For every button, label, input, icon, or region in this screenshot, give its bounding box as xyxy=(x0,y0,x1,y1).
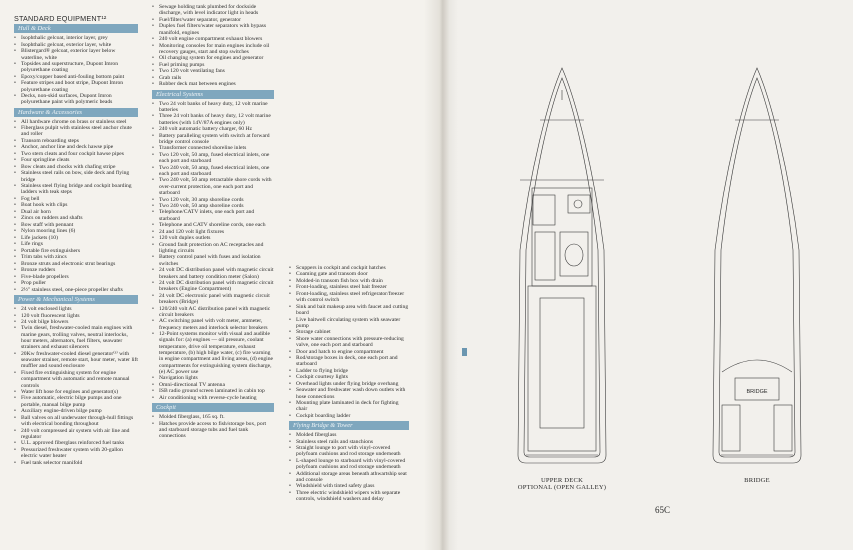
equipment-item: • 120 volt duplex outlets xyxy=(152,235,274,241)
equipment-item: • Windshield with tinted safety glass xyxy=(289,483,409,489)
equipment-item: • Ladder to flying bridge xyxy=(289,368,409,374)
equipment-item: • Two stern cleats and four cockpit hawse pipes xyxy=(14,151,138,157)
equipment-item: • Fuel tank selector manifold xyxy=(14,460,138,466)
equipment-item: • Hatches provide access to fish/storage box, port and starboard storage tubs and fuel tank connections xyxy=(152,421,274,440)
equipment-item: • 240 volt automatic battery charger, 60 Hz xyxy=(152,126,274,132)
equipment-item: • Cockpit courtesy lights xyxy=(289,374,409,380)
section-heading: Flying Bridge & Tower xyxy=(289,421,409,430)
equipment-item: • AC switching panel with volt meter, ammeter, frequency meters and interlock selector breakers xyxy=(152,318,274,331)
equipment-item: • Blistergard® gelcoat, exterior layer below waterline, white xyxy=(14,48,138,61)
equipment-item: • Life jackets (10) xyxy=(14,235,138,241)
equipment-item: • ISB radio ground screen laminated in cabin top xyxy=(152,388,274,394)
equipment-item: • Telephone/CATV inlets, one each port and starboard xyxy=(152,209,274,222)
upper-deck-caption xyxy=(512,477,612,491)
equipment-item: • Monitoring consoles for main engines include oil recovery gauges, start and stop switches xyxy=(152,43,274,56)
equipment-item: • Front-loading, stainless steel refrigerator/freezer with control switch xyxy=(289,291,409,304)
equipment-item: • Bow cleats and chocks with chafing stripe xyxy=(14,164,138,170)
equipment-item: • Mounting plate laminated in deck for fighting chair xyxy=(289,400,409,413)
bridge-plan-label: BRIDGE xyxy=(746,389,768,395)
upper-deck-plan xyxy=(518,68,606,463)
equipment-item: • Zincs on rudders and shafts xyxy=(14,215,138,221)
equipment-item: • 24 and 120 volt light fixtures xyxy=(152,229,274,235)
equipment-item: • Oil changing system for engines and generator xyxy=(152,55,274,61)
equipment-item: • Seawater and freshwater wash down outlets with hose connections xyxy=(289,387,409,400)
equipment-item: • Two 240 volt, 50 amp, fused electrical inlets, one each port and starboard xyxy=(152,165,274,178)
equipment-item: • 24 volt enclosed lights xyxy=(14,306,138,312)
equipment-item: • Bronze rudders xyxy=(14,267,138,273)
equipment-item: • Anchor, anchor line and deck hawse pipe xyxy=(14,144,138,150)
equipment-item: • Feature stripes and boot stripe, Dupont Imron polyurethane coating xyxy=(14,80,138,93)
equipment-item: • 12-Point systems monitor with visual and audible signals for: (a) engines — oil pressure, coolant temperature, drive oil temperature, exhaust temperature, (b) high bilge water, (c) fire warning in engine compartment and living areas, (d) engine compartments for extinguishing system discharge, (e) AC power use xyxy=(152,331,274,375)
equipment-item: • Scuppers in cockpit and cockpit hatches xyxy=(289,265,409,271)
equipment-item: • Molded fiberglass xyxy=(289,432,409,438)
section-heading: Electrical Systems xyxy=(152,90,274,99)
equipment-item: • All hardware chrome on brass or stainless steel xyxy=(14,119,138,125)
equipment-item: • Isophthalic gelcoat, exterior layer, white xyxy=(14,42,138,48)
equipment-item: • L-shaped lounge to starboard with vinyl-covered polyfoam cushions and rod storage underneath xyxy=(289,458,409,471)
equipment-item: • Molded-in transom fish box with drain xyxy=(289,278,409,284)
bridge-plan xyxy=(713,68,801,463)
equipment-item: • Dual air horn xyxy=(14,209,138,215)
equipment-item: • Two 240 volt, 50 amp retractable shore cords with over-current protection, one each port and starboard xyxy=(152,177,274,196)
section-heading: Hardware & Accessories xyxy=(14,108,138,117)
equipment-item: • Auxiliary engine-driven bilge pump xyxy=(14,408,138,414)
page-title: STANDARD EQUIPMENT¹² xyxy=(14,14,107,23)
equipment-item: • Stainless steel flying bridge and cockpit boarding ladders with teak steps xyxy=(14,183,138,196)
equipment-item: • Front-loading, stainless steel bait freezer xyxy=(289,284,409,290)
equipment-item: • Twin diesel, freshwater-cooled main engines with marine gears, trolling valves, neutral interlocks, hour meters, alternators, fuel filters, seawater strainers and exhaust silencers xyxy=(14,325,138,350)
equipment-item: • Bow staff with pennant xyxy=(14,222,138,228)
equipment-item: • 120 volt fluorescent lights xyxy=(14,313,138,319)
equipment-item: • Overhead lights under flying bridge overhang xyxy=(289,381,409,387)
equipment-item: • 20Kw freshwater-cooled diesel generator⁽³⁾ with seawater strainer, remote start, hour meter, water lift muffler and sound enclosure xyxy=(14,351,138,370)
equipment-item: • Ball valves on all underwater through-hull fittings with electrical bonding throughout xyxy=(14,415,138,428)
equipment-item: • 240 volt compressed air system with air line and regulator xyxy=(14,428,138,441)
equipment-item: • Five automatic, electric bilge pumps and one portable, manual bilge pump xyxy=(14,395,138,408)
equipment-item: • Stainless steel rails on bow, side deck and flying bridge xyxy=(14,170,138,183)
equipment-item: • Battery control panel with fuses and isolation switches xyxy=(152,254,274,267)
equipment-item: • Navigation lights xyxy=(152,375,274,381)
equipment-item: • Shore water connections with pressure-reducing valve, one each port and starboard xyxy=(289,336,409,349)
upper-deck-title: UPPER DECK xyxy=(540,477,584,484)
equipment-item: • Two 120 volt, 50 amp, fused electrical inlets, one each port and starboard xyxy=(152,152,274,165)
equipment-item: • Door and hatch to engine compartment xyxy=(289,349,409,355)
equipment-item: • Pressurized freshwater system with 20-gallon electric water heater xyxy=(14,447,138,460)
equipment-item: • Nylon mooring lines (6) xyxy=(14,228,138,234)
section-heading: Power & Mechanical Systems xyxy=(14,295,138,304)
equipment-item: • 2½" stainless steel, one-piece propeller shafts xyxy=(14,287,138,293)
equipment-item: • Transom reboarding steps xyxy=(14,138,138,144)
equipment-item: • Topsides and superstructure, Dupont Imron polyurethane coating xyxy=(14,61,138,74)
equipment-item: • Additional storage areas beneath athwartship seat and console xyxy=(289,471,409,484)
equipment-item: • Prop puller xyxy=(14,280,138,286)
equipment-item: • Fiberglass pulpit with stainless steel anchor chute and roller xyxy=(14,125,138,138)
equipment-item: • Storage cabinet xyxy=(289,329,409,335)
equipment-item: • Two 240 volt, 50 amp shoreline cords xyxy=(152,203,274,209)
equipment-item: • Ground fault protection on AC receptacles and lighting circuits xyxy=(152,242,274,255)
equipment-item: • U.L. approved fiberglass reinforced fuel tanks xyxy=(14,440,138,446)
equipment-item: • Battery paralleling system with switch at forward bridge control console xyxy=(152,133,274,146)
equipment-item: • 24 volt DC distribution panel with magnetic circuit breakers and battery condition meter (Salon) xyxy=(152,267,274,280)
equipment-item: • Omni-directional TV antenna xyxy=(152,382,274,388)
equipment-item: • Molded fiberglass, 165 sq. ft. xyxy=(152,414,274,420)
equipment-item: • Telephone and CATV shoreline cords, one each xyxy=(152,222,274,228)
equipment-item: • Duplex fuel filters/water separators with bypass manifold, engines xyxy=(152,23,274,36)
equipment-item: • Stainless steel rails and stanchions xyxy=(289,439,409,445)
equipment-item: • Portable fire extinguishers xyxy=(14,248,138,254)
equipment-item: • Grab rails xyxy=(152,75,274,81)
equipment-item: • Water lift hose for engines and generator(s) xyxy=(14,389,138,395)
equipment-item: • Trim tabs with zincs xyxy=(14,254,138,260)
equipment-item: • Bronze struts and electronic strut bearings xyxy=(14,261,138,267)
equipment-item: • 24 volt bilge blowers xyxy=(14,319,138,325)
equipment-item: • Two 120 volt, 30 amp shoreline cords xyxy=(152,197,274,203)
equipment-item: • Air conditioning with reverse-cycle heating xyxy=(152,395,274,401)
equipment-item: • Boat hook with clips xyxy=(14,202,138,208)
equipment-item: • Life rings xyxy=(14,241,138,247)
section-heading: Cockpit xyxy=(152,403,274,412)
equipment-item: • 120/240 volt AC distribution panel with magnetic circuit breakers xyxy=(152,306,274,319)
equipment-item: • Straight lounge to port with vinyl-covered polyfoam cushions and rod storage underneath xyxy=(289,445,409,458)
equipment-item: • 24 volt DC electronic panel with magnetic circuit breakers (Bridge) xyxy=(152,293,274,306)
equipment-item: • Three electric windshield wipers with separate controls, windshield washers and delay xyxy=(289,490,409,503)
equipment-item: • Four springline cleats xyxy=(14,157,138,163)
bridge-caption: BRIDGE xyxy=(744,477,770,484)
page-number: 65C xyxy=(655,505,671,515)
equipment-item: • Sewage holding tank plumbed for dockside discharge, with level indicator light in heads xyxy=(152,4,274,17)
equipment-item: • Cockpit boarding ladder xyxy=(289,413,409,419)
equipment-item: • Two 120 volt ventilating fans xyxy=(152,68,274,74)
equipment-item: • Decks, non-skid surfaces, Dupont Imron polyurethane paint with polymeric beads xyxy=(14,93,138,106)
equipment-item: • Rod/storage boxes in deck, one each port and starboard xyxy=(289,355,409,368)
equipment-item: • Epoxy/copper based anti-fouling bottom paint xyxy=(14,74,138,80)
equipment-item: • 24 volt DC distribution panel with magnetic circuit breakers (Engine Compartment) xyxy=(152,280,274,293)
equipment-item: • Coaming gate and transom door xyxy=(289,271,409,277)
equipment-item: • 240 volt engine compartment exhaust blowers xyxy=(152,36,274,42)
equipment-item: • Two 24 volt banks of heavy duty, 12 volt marine batteries xyxy=(152,101,274,114)
section-heading: Hull & Deck xyxy=(14,24,138,33)
equipment-item: • Five-blade propellers xyxy=(14,274,138,280)
equipment-item: • Fuel/filter/water separator, generator xyxy=(152,17,274,23)
equipment-item: • Three 24 volt banks of heavy duty, 12 volt marine batteries (with 14V/87A engines only) xyxy=(152,113,274,126)
equipment-item: • Transformer connected shoreline inlets xyxy=(152,145,274,151)
equipment-item: • Fixed fire extinguishing system for engine compartment with automatic and remote manual controls xyxy=(14,370,138,389)
equipment-item: • Isophthalic gelcoat, interior layer, grey xyxy=(14,35,138,41)
equipment-item: • Fog bell xyxy=(14,196,138,202)
upper-deck-subtitle: OPTIONAL (OPEN GALLEY) xyxy=(517,484,607,491)
equipment-item: • Fuel priming pumps xyxy=(152,62,274,68)
equipment-item: • Sink and bait makeup area with faucet and cutting board xyxy=(289,304,409,317)
equipment-item: • Rubber deck mat between engines xyxy=(152,81,274,87)
equipment-item: • Live baitwell circulating system with seawater pump xyxy=(289,317,409,330)
